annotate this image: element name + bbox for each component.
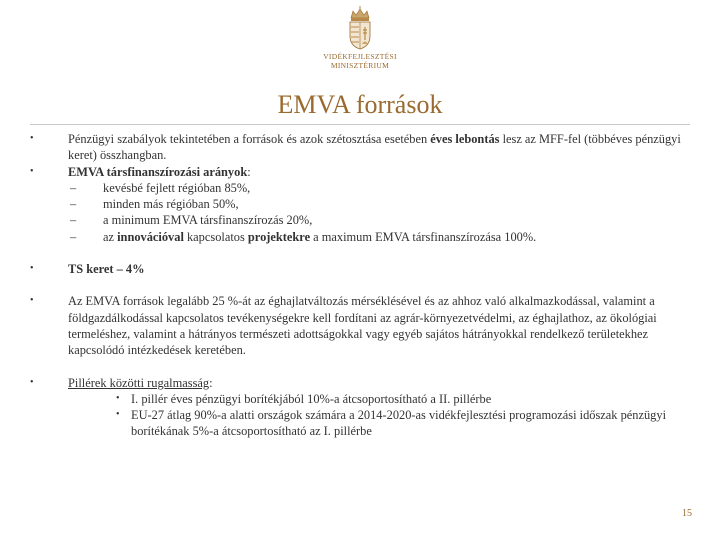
bullet-pillar-flexibility xyxy=(30,375,690,391)
slide-title: EMVA források xyxy=(277,90,443,119)
ministry-line-2: MINISZTÉRIUM xyxy=(330,61,390,70)
text-segment: Pénzügyi szabályok tekintetében a források és azok szétosztása esetében xyxy=(68,132,431,146)
underlined-segment: Pillérek közötti rugalmasság xyxy=(68,375,210,390)
bullet-annual-breakdown xyxy=(30,131,690,164)
sub-item-pillar-one-transfer xyxy=(30,391,690,407)
ministry-logo xyxy=(320,6,400,70)
bullet-climate-allocation xyxy=(30,293,690,358)
bullet-glyph: • xyxy=(116,392,120,404)
bold-segment: éves lebontás xyxy=(430,132,500,146)
text-segment: Az EMVA források legalább 25 %-át az éghajlatváltozás mérséklésével és az ahhoz való alkalmazkodással, valamint a földgazdálkodással kapcsolatos tevékenységekre kell fordítani az agrár-környezetvédelmi, az éghajlathoz, az ökológiai termeléshez, valamint a hátrányos természeti adottságokkal vagy egyéb sajátos hátrányokkal rendelkező területekhez kapcsolódó intézkedések keretében. xyxy=(68,294,657,358)
text-segment: I. pillér éves pénzügyi borítékjából 10%-a átcsoportosítható a II. pillérbe xyxy=(131,391,492,406)
title-divider xyxy=(30,124,690,125)
sub-item-minimum xyxy=(30,212,690,228)
text-segment: a minimum EMVA társfinanszírozás 20%, xyxy=(103,213,313,228)
text-segment: az xyxy=(103,229,118,244)
ministry-line-1: VIDÉKFEJLESZTÉSI xyxy=(323,52,397,61)
text-segment: lesz az MFF-fel (többéves pénzügyi keret) összhangban. xyxy=(68,132,681,163)
bullet-glyph: • xyxy=(116,409,120,421)
bold-segment: EMVA társfinanszírozási arányok xyxy=(68,164,248,179)
ministry-name xyxy=(320,52,400,70)
sub-item-innovation xyxy=(30,229,690,245)
bullet-cofinancing-rates xyxy=(30,164,690,180)
dash-glyph: – xyxy=(70,180,77,195)
text-segment: kevésbé fejlett régióban 85%, xyxy=(103,180,251,195)
text-segment: minden más régióban 50%, xyxy=(103,197,239,212)
hungarian-coat-of-arms-icon xyxy=(345,6,375,50)
sub-item-eu27-transfer xyxy=(30,407,690,440)
text-segment: kapcsolatos xyxy=(183,229,248,244)
bullet-glyph: • xyxy=(30,295,34,307)
text-segment: : xyxy=(247,164,251,179)
sub-item-less-developed xyxy=(30,180,690,196)
bullet-glyph: • xyxy=(30,165,34,177)
bold-segment: innovációval xyxy=(117,229,184,244)
text-segment: a maximum EMVA társfinanszírozása 100%. xyxy=(310,229,537,244)
bullet-glyph: • xyxy=(30,133,34,144)
sub-item-other-regions xyxy=(30,196,690,212)
dash-glyph: – xyxy=(70,229,77,244)
bullet-ts-framework xyxy=(30,261,690,277)
text-segment: EU-27 átlag 90%-a alatti országok számára a 2014-2020-as vidékfejlesztési programozási időszak pénzügyi borítékának 5%-a átcsoportosítható az I. pillérbe xyxy=(131,408,667,439)
bullet-glyph: • xyxy=(30,376,34,388)
bold-segment: projektekre xyxy=(247,229,311,244)
bullet-glyph: • xyxy=(30,263,34,275)
page-number: 15 xyxy=(682,508,692,519)
slide-content xyxy=(30,131,690,440)
dash-glyph: – xyxy=(70,197,77,212)
bold-segment: TS keret – 4% xyxy=(68,262,145,277)
text-segment: : xyxy=(209,375,213,390)
dash-glyph: – xyxy=(70,213,77,228)
